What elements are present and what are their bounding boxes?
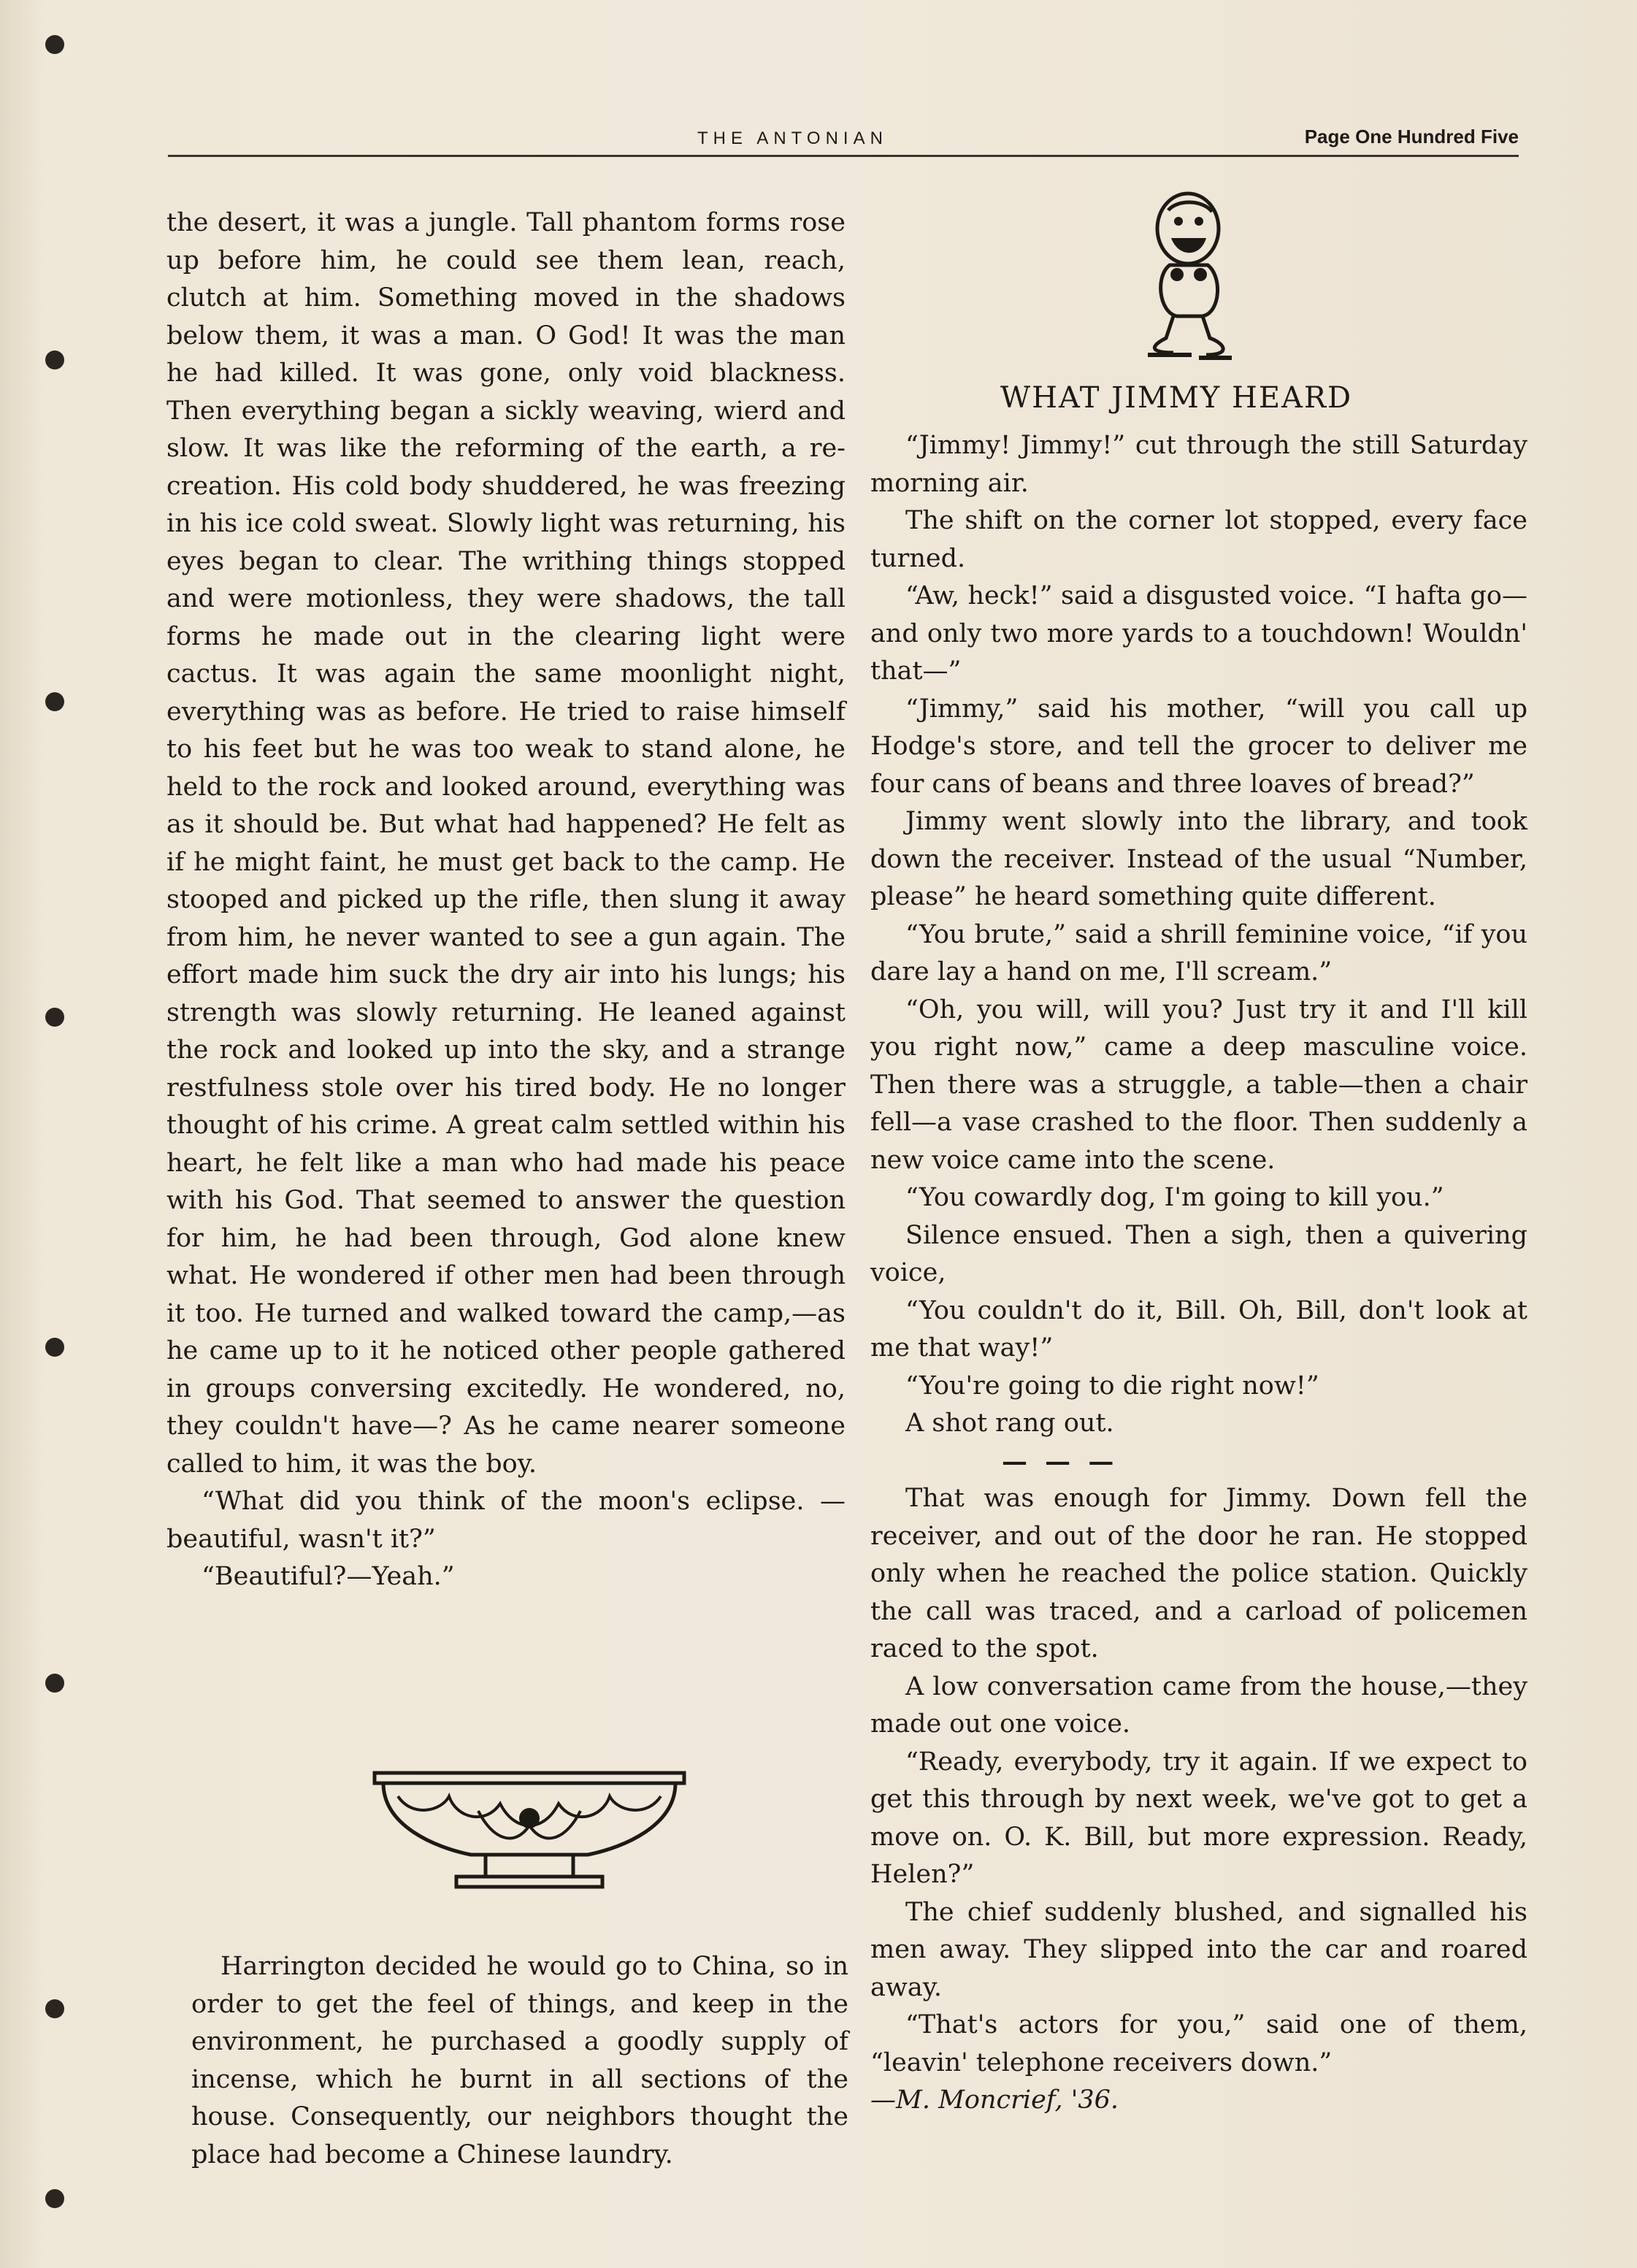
- story-continuation-paragraph: the desert, it was a jungle. Tall phantom forms rose up before him, he could see them lean, reach, clutch at him. Something moved in the shadows below them, it was a man. O God! It was the man he had killed. It was gone, only void blackness. Then everything began a sickly weaving, wierd and slow. It was like the reforming of the earth, a re-creation. His cold body shuddered, he was freezing in his ice cold sweat. Slowly light was returning, his eyes began to clear. The writhing things stopped and were motionless, they were shadows, the tall forms he made out in the clearing light were cactus. It was again the same moonlight night, everything was as before. He tried to raise himself to his feet but he was too weak to stand alone, he held to the rock and looked around, everything was as it should be. But what had happened? He felt as if he might faint, he must get back to the camp. He stooped and picked up the rifle, then slung it away from him, he never wanted to see a gun again. The effort made him suck the dry air into his lungs; his strength was slowly returning. He leaned against the rock and looked up into the sky, and a strange restfulness stole over his tired body. He no longer thought of his crime. A great calm settled within his heart, he felt like a man who had made his peace with his God. That seemed to answer the question for him, he had been through, God alone knew what. He wondered if other men had been through it too. He turned and walked toward the camp,—as he came up to it he noticed other people gathered in groups conversing excitedly. He wondered, no, they couldn't have—? As he came nearer someone called to him, it was the boy.: [166, 208, 846, 1479]
- story-paragraph: “Aw, heck!” said a disgusted voice. “I hafta go—and only two more yards to a touchdown! Wouldn' that—”: [870, 581, 1527, 686]
- story-paragraph: Silence ensued. Then a sigh, then a quivering voice,: [870, 1220, 1527, 1287]
- story-paragraph: “You couldn't do it, Bill. Oh, Bill, don't look at me that way!”: [870, 1295, 1527, 1363]
- binding-hole: [45, 35, 64, 54]
- ornamental-urn-illustration: [369, 1767, 690, 1906]
- right-column: [870, 427, 1527, 2120]
- dialogue-paragraph: “What did you think of the moon's eclipse. —beautiful, wasn't it?”: [166, 1487, 846, 1554]
- story-paragraph: “Oh, you will, will you? Just try it and I'll kill you right now,” came a deep masculine voice. Then there was a struggle, a table—then a chair fell—a vase crashed to the floor. Then suddenly a new voice came into the scene.: [870, 995, 1527, 1175]
- page-header: [168, 126, 1519, 157]
- section-separator: — — —: [1002, 1446, 1119, 1476]
- story-paragraph: The shift on the corner lot stopped, every face turned.: [870, 506, 1527, 573]
- story-title: WHAT JIMMY HEARD: [1000, 381, 1353, 415]
- binding-hole: [45, 692, 64, 711]
- binding-hole: [45, 1338, 64, 1357]
- anecdote: [191, 1948, 848, 2174]
- binding-hole: [45, 350, 64, 369]
- page-number: Page One Hundred Five: [1304, 126, 1519, 148]
- story-paragraph: “Jimmy,” said his mother, “will you call up Hodge's store, and tell the grocer to deliver me four cans of beans and three loaves of bread?”: [870, 694, 1527, 799]
- left-column: [166, 204, 846, 1596]
- story-paragraph: A shot rang out.: [905, 1409, 1114, 1438]
- story-paragraph: That was enough for Jimmy. Down fell the receiver, and out of the door he ran. He stopped only when he reached the police station. Quickly the call was traced, and a carload of policemen raced to the spot.: [870, 1484, 1527, 1663]
- story-paragraph: “Jimmy! Jimmy!” cut through the still Saturday morning air.: [870, 431, 1527, 498]
- story-paragraph: “That's actors for you,” said one of them, “leavin' telephone receivers down.”: [870, 2010, 1527, 2077]
- story-paragraph: Jimmy went slowly into the library, and took down the receiver. Instead of the usual “Number, please” he heard something quite different.: [870, 807, 1527, 911]
- anecdote-paragraph: Harrington decided he would go to China, so in order to get the feel of things, and keep in the environment, he purchased a goodly supply of incense, which he burnt in all sections of the house. Consequently, our neighbors thought the place had become a Chinese laundry.: [191, 1952, 848, 2169]
- binding-hole: [45, 1008, 64, 1027]
- story-paragraph: A low conversation came from the house,—they made out one voice.: [870, 1671, 1527, 1739]
- dialogue-paragraph: “Beautiful?—Yeah.”: [202, 1562, 455, 1591]
- author-signature: —M. Moncrief, '36.: [870, 2085, 1119, 2115]
- story-paragraph: “You brute,” said a shrill feminine voice, “if you dare lay a hand on me, I'll scream.”: [870, 919, 1527, 986]
- binding-hole: [45, 2189, 64, 2208]
- journal-title: THE ANTONIAN: [697, 129, 888, 148]
- cartoon-character-illustration: [1133, 188, 1243, 364]
- binding-hole: [45, 1674, 64, 1693]
- binding-hole: [45, 1999, 64, 2018]
- story-paragraph: “Ready, everybody, try it again. If we expect to get this through by next week, we've got to get a move on. O. K. Bill, but more expression. Ready, Helen?”: [870, 1747, 1527, 1889]
- story-paragraph: The chief suddenly blushed, and signalled his men away. They slipped into the car and roared away.: [870, 1897, 1527, 2002]
- story-paragraph: “You cowardly dog, I'm going to kill you.”: [905, 1183, 1444, 1212]
- story-paragraph: “You're going to die right now!”: [905, 1371, 1319, 1401]
